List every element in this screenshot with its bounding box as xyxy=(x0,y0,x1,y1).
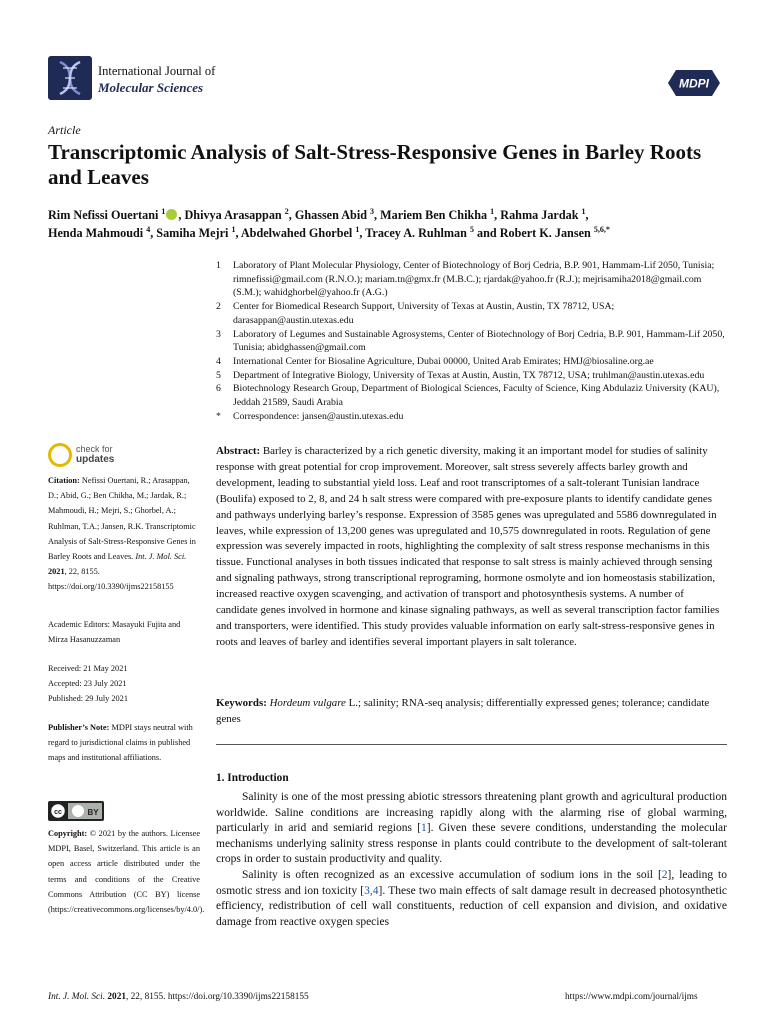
article-title: Transcriptomic Analysis of Salt-Stress-Responsive Genes in Barley Roots and Leaves xyxy=(48,140,702,189)
footer-citation xyxy=(48,992,309,1002)
dates-block xyxy=(48,661,200,707)
author-name[interactable]: Ghassen Abid xyxy=(294,208,371,222)
copyright-notice xyxy=(48,826,205,917)
introduction-body xyxy=(216,790,727,930)
article-type: Article xyxy=(48,123,81,137)
mdpi-logo-icon xyxy=(668,68,720,98)
author-affiliation-number: 5 xyxy=(469,224,474,234)
footer-doi-link[interactable]: , 22, 8155. https://doi.org/10.3390/ijms22158155 xyxy=(125,992,309,1002)
affiliation-number: 6 xyxy=(216,383,221,395)
affiliation-text: Department of Integrative Biology, University of Texas at Austin, Austin, TX 78712, USA; truhlman@austin.utexas.edu xyxy=(233,369,705,381)
intro-paragraph-2: Salinity is often recognized as an excessive accumulation of sodium ions in the soil [2], leading to osmotic stress and ion toxicity [3,4]. These two main effects of salt damage result in decreased photosynthetic efficiency, redistribution of cell wall constituents, reduction of cell expansion and division, and oxidative damage from reactive oxygen species xyxy=(216,868,728,928)
author-name[interactable]: Samiha Mejri xyxy=(156,226,232,240)
affiliation-number: 4 xyxy=(216,355,221,367)
author-affiliation-number: 1 xyxy=(161,206,166,216)
author-name[interactable]: Rim Nefissi Ouertani xyxy=(48,208,162,222)
author-affiliation-number: 1 xyxy=(231,224,236,234)
copyright-label: Copyright: xyxy=(48,829,88,838)
footer-year: 2021 xyxy=(107,992,126,1002)
author-name[interactable]: Rahma Jardak xyxy=(500,208,582,222)
affiliation-text: International Center for Biosaline Agriculture, Dubai 00000, United Arab Emirates; HMJ@biosaline.org.ae xyxy=(233,355,654,367)
author-line-2: Henda Mahmoudi $^4$, Samiha Mejri $^1$, Abdelwahed Ghorbel $^1$, Tracey A. Ruhlman $^5$ and Robert K. Jansen $^{5,6,*}$ xyxy=(48,224,610,240)
affiliation-item xyxy=(216,300,726,327)
abstract-label: Abstract: xyxy=(216,445,261,457)
publisher-note xyxy=(48,720,200,766)
citation-journal: Int. J. Mol. Sci. xyxy=(135,552,187,562)
reference-link[interactable]: 3,4 xyxy=(364,884,379,897)
date-published: Published: 29 July 2021 xyxy=(48,694,128,704)
keywords-text: L.; salinity; RNA-seq analysis; differentially expressed genes; tolerance; candidate genes xyxy=(216,697,710,725)
author-line-1: Rim Nefissi Ouertani $^1$ , Dhivya Arasappan $^2$, Ghassen Abid $^3$, Mariem Ben Chikha $^1$, Rahma Jardak $^1$, xyxy=(48,206,589,222)
check-updates-line1: check for xyxy=(76,444,113,454)
author-name[interactable]: Robert K. Jansen xyxy=(499,226,594,240)
affiliation-item xyxy=(216,355,726,369)
author-affiliation-number: 2 xyxy=(284,206,289,216)
author-list xyxy=(48,206,728,242)
affiliation-text: Center for Biomedical Research Support, University of Texas at Austin, Austin, TX 78712, USA; darasappan@austin.utexas.edu xyxy=(233,301,615,326)
affiliation-number: 5 xyxy=(216,369,221,381)
affiliation-number: 2 xyxy=(216,301,221,313)
citation-year: 2021 xyxy=(48,567,65,577)
affiliation-number: * xyxy=(216,410,221,422)
citation-doi[interactable]: , 22, 8155. https://doi.org/10.3390/ijms22158155 xyxy=(48,567,174,592)
check-updates-icon xyxy=(48,443,72,467)
author-name[interactable]: Henda Mahmoudi xyxy=(48,226,147,240)
introduction-heading: 1. Introduction xyxy=(216,772,289,784)
svg-text:BY: BY xyxy=(87,808,99,817)
affiliation-text: Laboratory of Plant Molecular Physiology, Center of Biotechnology of Borj Cedria, B.P. 901, Hammam-Lif 2050, Tunisia; rimnefissi@gmail.com (R.N.O.); mariam.tn@gmx.fr (M.B.C.); rjardak@yahoo.fr (R.J.); mejrisamiha2018@gmail.com (S.M.); wahidghorbel@yahoo.fr (A.G.) xyxy=(233,260,715,299)
author-name[interactable]: Tracey A. Ruhlman xyxy=(365,226,470,240)
intro-paragraph-1: Salinity is one of the most pressing abiotic stressors threatening plant growth and agricultural production worldwide. Saline conditions are increasing rapidly along with the alarming rise of global warming, particularly in arid and semiarid regions [1]. Given these severe conditions, understanding the molecular mechanisms underlying salinity stress response in plants could contribute to the development of salt-tolerant crops in order to sustain productivity and quality. xyxy=(216,791,727,866)
footer-journal: Int. J. Mol. Sci. xyxy=(48,992,106,1002)
author-name[interactable]: Abdelwahed Ghorbel xyxy=(240,226,356,240)
author-affiliation-number: 3 xyxy=(370,206,375,216)
reference-link[interactable]: 1 xyxy=(420,822,427,835)
check-for-updates-button[interactable] xyxy=(48,443,168,469)
affiliation-item xyxy=(216,410,726,424)
affiliation-number: 3 xyxy=(216,328,221,340)
citation-text: Nefissi Ouertani, R.; Arasappan, D.; Abid, G.; Ben Chikha, M.; Jardak, R.; Mahmoudi, H.; Mejri, S.; Ghorbel, A.; Ruhlman, T.A.; Jansen, R.K. Transcriptomic Analysis of Salt-Stress-Responsive Genes in Barley Roots and Leaves. xyxy=(48,476,196,562)
author-affiliation-number: 4 xyxy=(146,224,151,234)
author-affiliation-number: 1 xyxy=(490,206,495,216)
academic-editors: Academic Editors: Masayuki Fujita and Mirza Hasanuzzaman xyxy=(48,620,181,645)
journal-name-line1: International Journal of xyxy=(98,64,216,78)
affiliation-text: Biotechnology Research Group, Department of Biological Sciences, Faculty of Science, King Abdulaziz University (KAU), Jeddah 21589, Saudi Arabia xyxy=(233,383,720,409)
affiliation-item xyxy=(216,382,726,409)
orcid-icon[interactable] xyxy=(166,209,177,220)
affiliation-text: Correspondence: jansen@austin.utexas.edu xyxy=(233,410,404,422)
svg-text:cc: cc xyxy=(54,809,62,816)
date-accepted: Accepted: 23 July 2021 xyxy=(48,679,127,689)
affiliation-list xyxy=(216,259,726,423)
keywords-label: Keywords: xyxy=(216,697,267,709)
author-name[interactable]: Dhivya Arasappan xyxy=(184,208,285,222)
footer-journal-url[interactable]: https://www.mdpi.com/journal/ijms xyxy=(565,992,698,1002)
author-affiliation-number: 5,6,* xyxy=(593,224,610,234)
copyright-text: © 2021 by the authors. Licensee MDPI, Basel, Switzerland. This article is an open access article distributed under the terms and conditions of the Creative Commons Attribution (CC BY) license (https://creativecommons.org/licenses/by/4.0/). xyxy=(48,829,205,915)
citation-block xyxy=(48,473,200,595)
mdpi-logo-text: MDPI xyxy=(679,76,709,91)
affiliation-text: Laboratory of Legumes and Sustainable Agrosystems, Center of Biotechnology of Borj Cedria, B.P. 901, Hammam-Lif 2050, Tunisia; abidghassen@gmail.com xyxy=(233,328,725,354)
section-divider xyxy=(216,744,727,745)
keywords-species: Hordeum vulgare xyxy=(269,697,346,709)
publisher-note-text: MDPI stays neutral with regard to jurisdictional claims in published maps and institutional affiliations. xyxy=(48,723,193,763)
affiliation-item xyxy=(216,328,726,355)
reference-link[interactable]: 2 xyxy=(661,868,668,881)
journal-name-line2: Molecular Sciences xyxy=(98,80,204,95)
date-received: Received: 21 May 2021 xyxy=(48,664,128,673)
author-name[interactable]: Mariem Ben Chikha xyxy=(380,208,491,222)
affiliation-item xyxy=(216,369,726,383)
keywords xyxy=(216,696,727,728)
citation-label: Citation: xyxy=(48,476,80,485)
abstract xyxy=(216,444,727,651)
author-affiliation-number: 1 xyxy=(355,224,360,234)
publisher-note-label: Publisher’s Note: xyxy=(48,723,110,732)
abstract-text: Barley is characterized by a rich genetic diversity, making it an important model for studies of salinity response with great potential for crop improvement. Moreover, salt stress severely affects barley growth and development, leading to substantial yield loss. Leaf and root transcriptomes of a salt-tolerant Tunisian landrace (Boulifa) exposed to 2, 8, and 24 h salt stress were compared with pre-exposure plants to identify candidate genes and pathways underlying barley’s response. Expression of 3585 genes was upregulated and 5586 downregulated in leaves, while expression of 13,200 genes was upregulated and 10,575 downregulated in roots. Regulation of gene expression was severely impacted in roots, highlighting the complexity of salt stress response mechanisms in this tissue. Functional analyses in both tissues indicated that response to salt stress is mainly achieved through sensing and signaling pathways, strong transcriptional reprograming, hormone osmolyte and ion homeostasis stabilization, increased reactive oxygen scavenging, and activation of transport and photosynthesis systems. A number of candidate genes involved in hormone and kinase signaling pathways, as well as several transcription factor families and transporters, were identified. This study provides valuable information on early salt-stress-responsive genes in roots and leaves of barley and identifies several important players in salt tolerance. xyxy=(216,445,720,648)
journal-logo-icon xyxy=(48,56,92,100)
cc-by-license-icon[interactable] xyxy=(48,801,104,821)
check-updates-line2: updates xyxy=(76,454,115,465)
author-affiliation-number: 1 xyxy=(581,206,586,216)
affiliation-item xyxy=(216,259,726,300)
affiliation-number: 1 xyxy=(216,260,221,271)
